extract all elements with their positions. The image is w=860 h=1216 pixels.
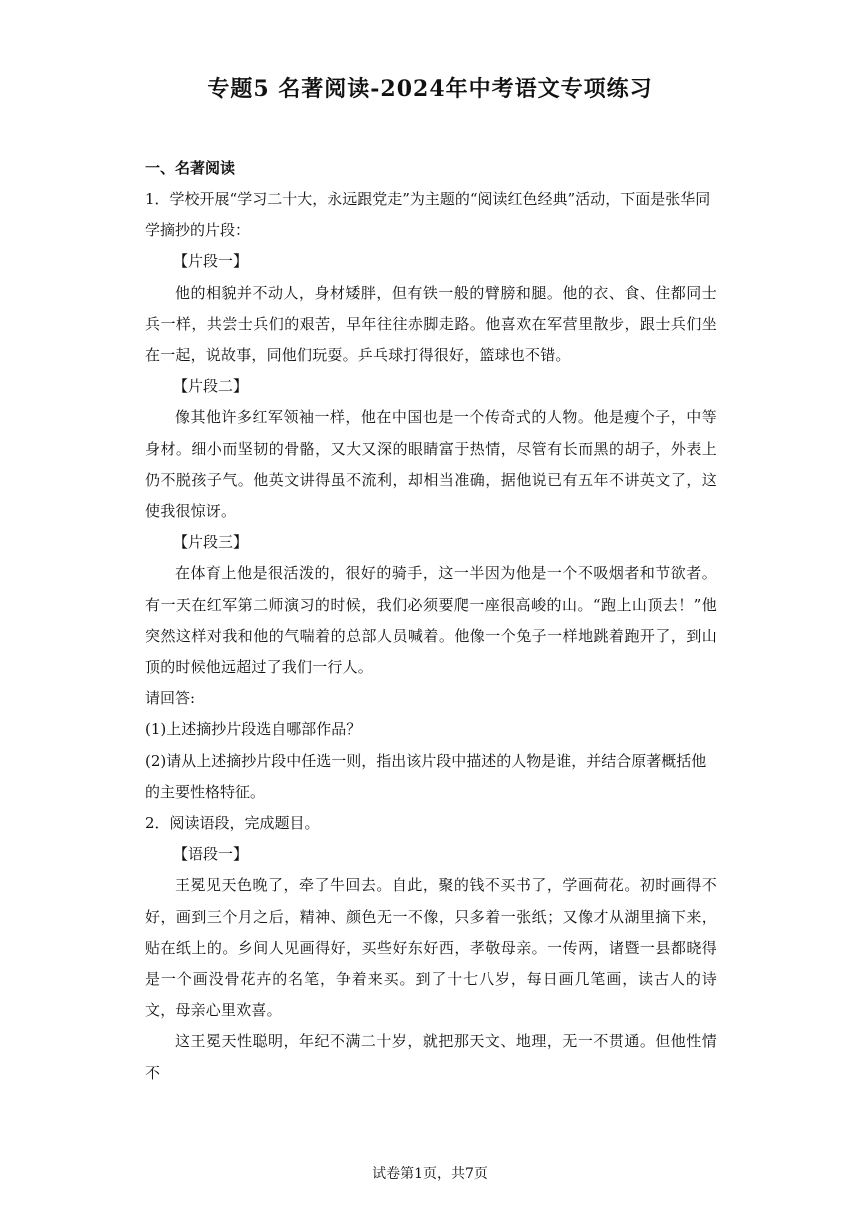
fragment-2-label: 【片段二】 [173, 377, 249, 396]
sub-question-1: (1)上述摘抄片段选自哪部作品？ [145, 720, 362, 739]
fragment-1-label: 【片段一】 [173, 252, 249, 271]
section-heading: 一、名著阅读 [145, 159, 236, 177]
question-content [145, 184, 717, 1089]
sub-question-2: (2)请从上述摘抄片段中任选一则，指出该片段中描述的人物是谁，并结合原著概括他的主要性格特征。 [145, 751, 707, 801]
question-2-stem: 2．阅读语段，完成题目。 [145, 814, 320, 833]
fragment-2-text: 像其他许多红军领袖一样，他在中国也是一个传奇式的人物。他是瘦个子，中等身材。细小而坚韧的骨骼，又大又深的眼睛富于热情，尽管有长而黑的胡子，外表上仍不脱孩子气。他英文讲得虽不流利，却相当准确，据他说已有五年不讲英文了，这使我很惊讶。 [145, 408, 717, 521]
fragment-3-label: 【片段三】 [173, 533, 249, 552]
page-title: 专题5 名著阅读-2024年中考语文专项练习 [207, 76, 653, 102]
segment-1-continuation: 这王冕天性聪明，年纪不满二十岁，就把那天文、地理，无一不贯通。但他性情不 [145, 1032, 717, 1082]
page-footer: 试卷第1页，共7页 [372, 1166, 488, 1182]
fragment-3-text: 在体育上他是很活泼的，很好的骑手，这一半因为他是一个不吸烟者和节欲者。有一天在红军第二师演习的时候，我们必须要爬一座很高峻的山。“跑上山顶去！”他突然这样对我和他的气喘着的总部人员喊着。他像一个兔子一样地跳着跑开了，到山顶的时候他远超过了我们一行人。 [145, 564, 717, 677]
fragment-1-text: 他的相貌并不动人，身材矮胖，但有铁一般的臂膀和腿。他的衣、食、住都同士兵一样，共尝士兵们的艰苦，早年往往赤脚走路。他喜欢在军营里散步，跟士兵们坐在一起，说故事，同他们玩耍。乒乓球打得很好，篮球也不错。 [145, 283, 717, 365]
segment-1-text: 王冕见天色晚了，牵了牛回去。自此，聚的钱不买书了，学画荷花。初时画得不好，画到三个月之后，精神、颜色无一不像，只多着一张纸；又像才从湖里摘下来，贴在纸上的。乡间人见画得好，买些好东好西，孝敬母亲。一传两，诸暨一县都晓得是一个画没骨花卉的名笔，争着来买。到了十七八岁，每日画几笔画，读古人的诗文，母亲心里欢喜。 [145, 876, 717, 1020]
segment-1-label: 【语段一】 [173, 845, 249, 864]
answer-prompt: 请回答: [145, 689, 196, 708]
question-1-stem: 1．学校开展“学习二十大，永远跟党走”为主题的“阅读红色经典”活动，下面是张华同学摘抄的片段： [145, 190, 711, 240]
